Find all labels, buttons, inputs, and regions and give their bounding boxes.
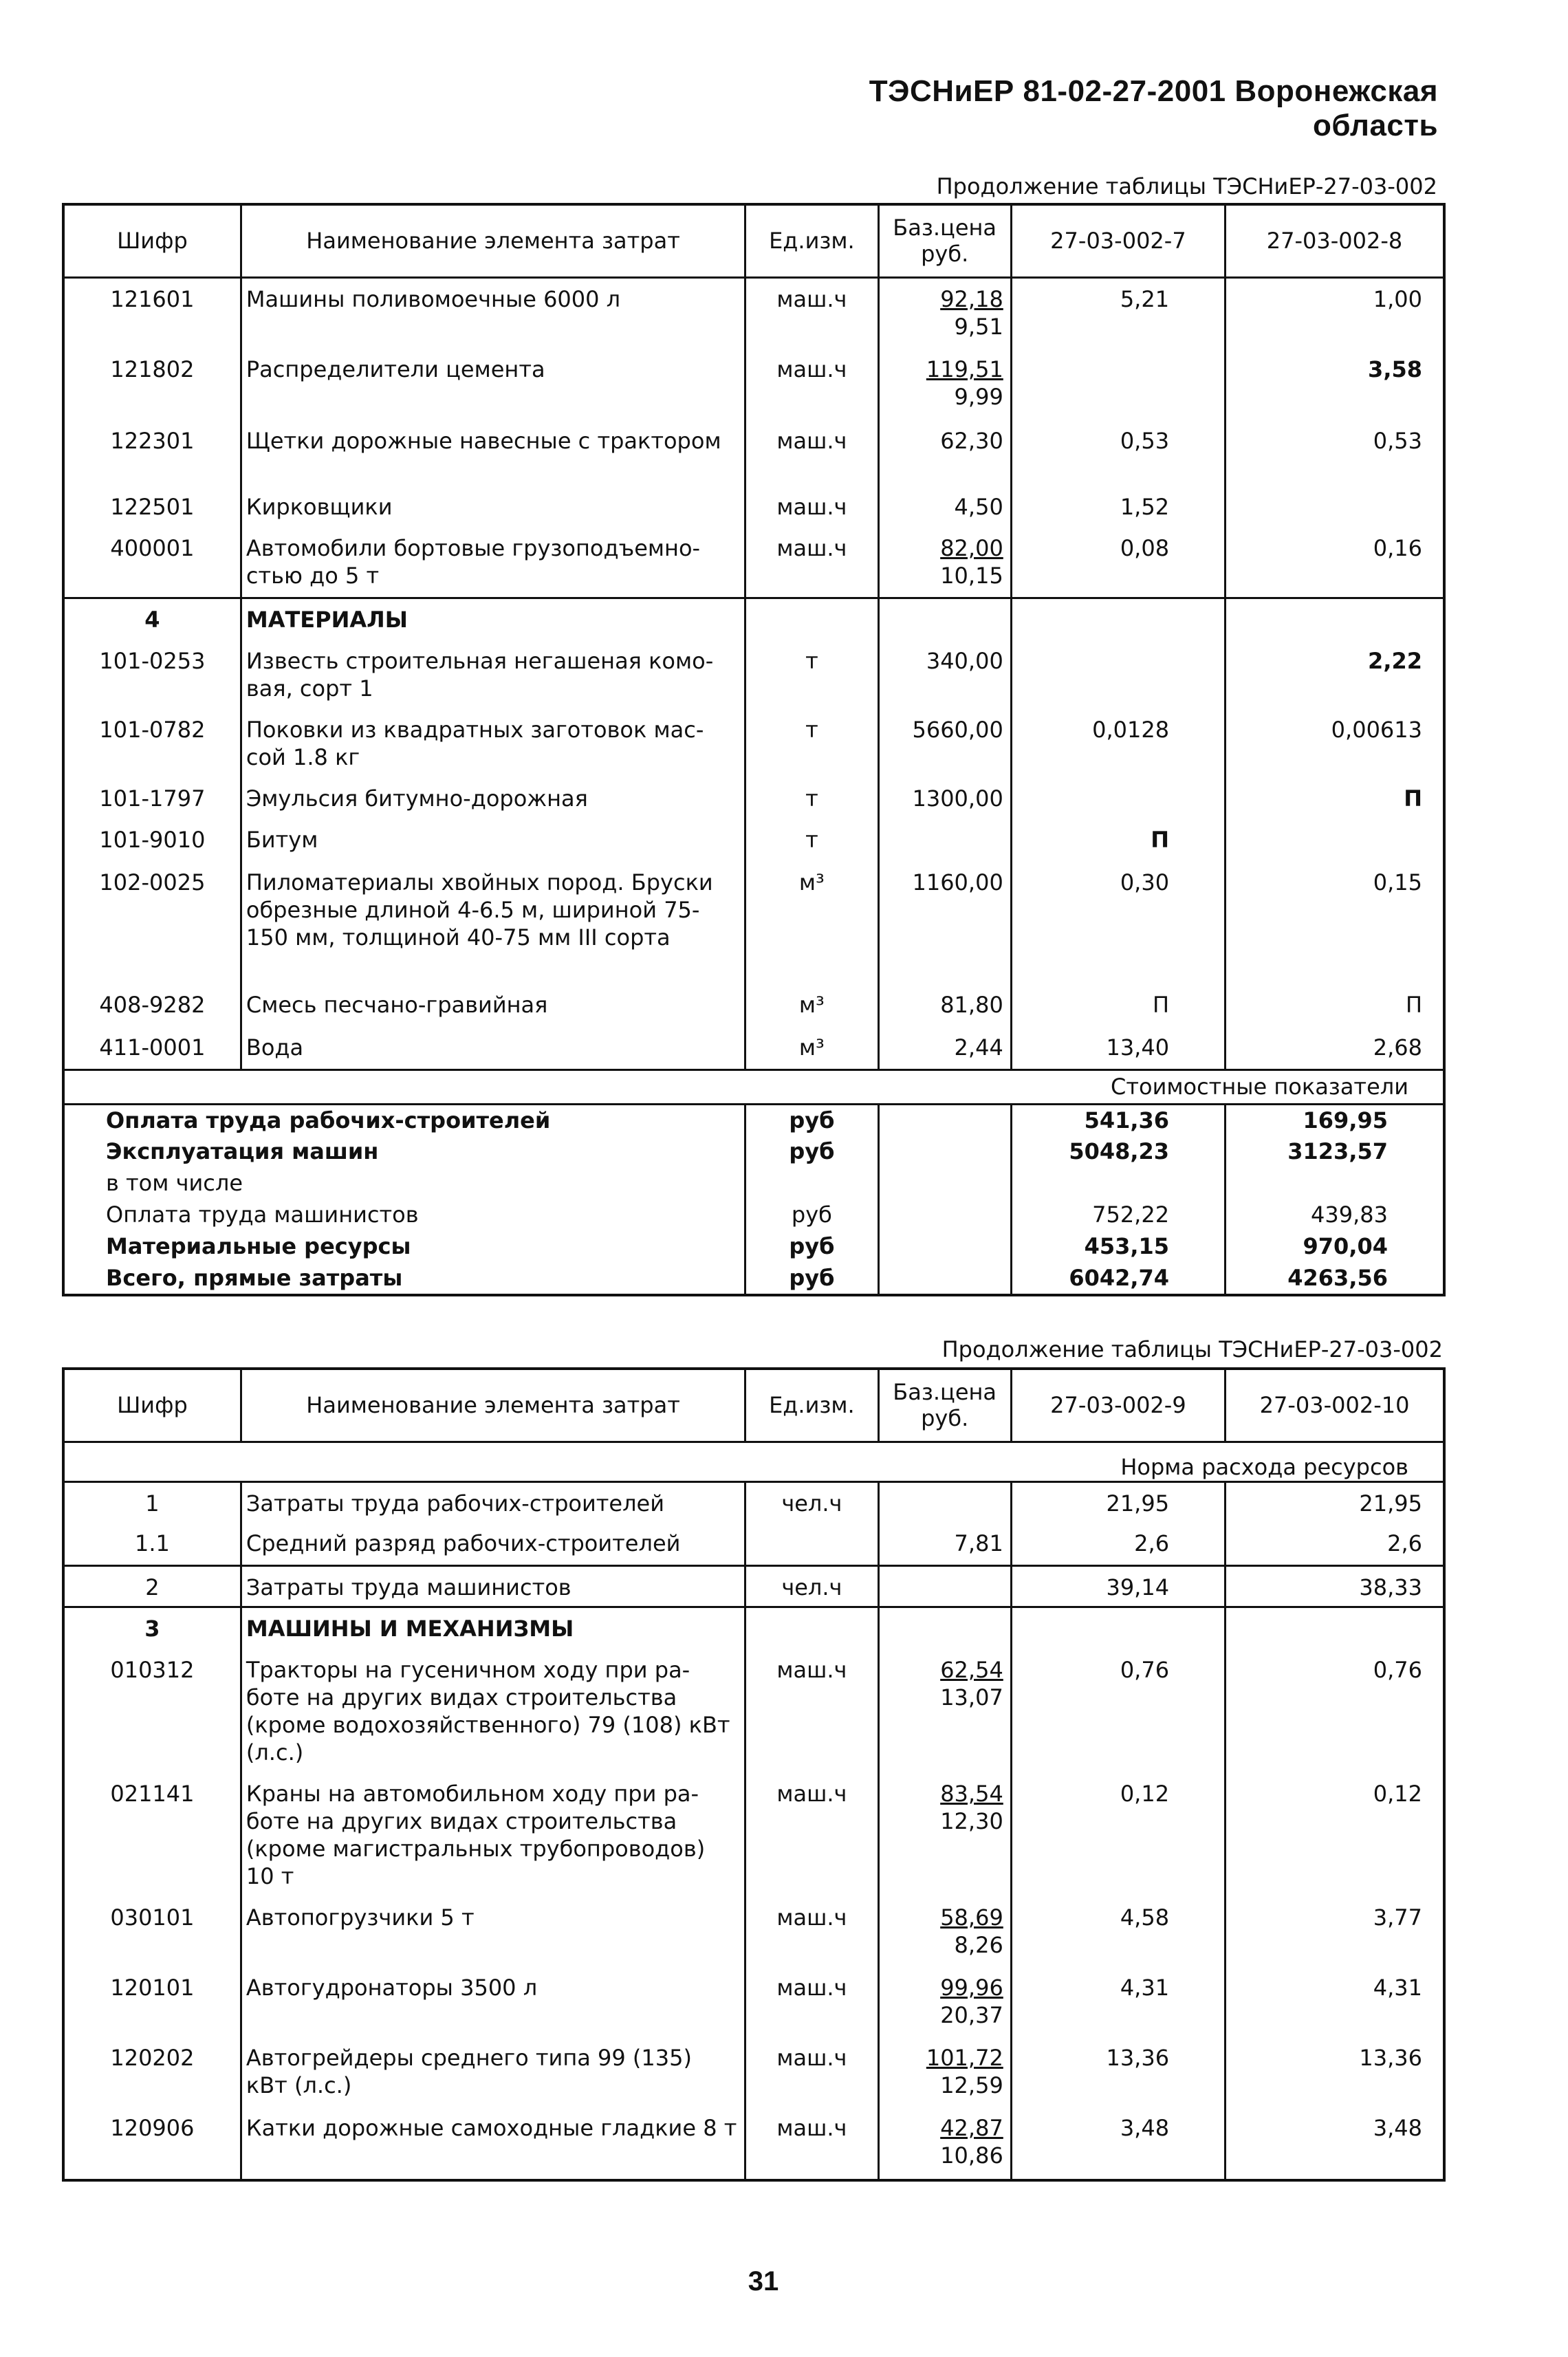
unit-cell: маш.ч (745, 528, 878, 598)
name-cell: МАШИНЫ И МЕХАНИЗМЫ (241, 1607, 745, 1649)
table-row (63, 640, 1444, 709)
name-cell: Распределители цемента (241, 349, 745, 420)
col-header-price: Баз.цена руб. (878, 204, 1011, 277)
name-cell: Автогудронаторы 3500 л (241, 1967, 745, 2037)
price-machinist-value: 9,51 (954, 313, 1003, 340)
summary-empty (878, 1231, 1011, 1263)
code-cell: 411-0001 (99, 1034, 206, 1061)
value-cell-1 (1011, 598, 1225, 640)
name-cell: Поковки из квадратных заготовок мас-сой 1.8 кг (241, 709, 745, 778)
summary-value-1: 6042,74 (1011, 1263, 1225, 1295)
table-row (63, 1565, 1444, 1607)
unit-cell: чел.ч (745, 1565, 878, 1607)
price-cell (878, 862, 1011, 984)
summary-name: Оплата труда рабочих-строителей (106, 1107, 551, 1133)
summary-value-2: 3123,57 (1226, 1136, 1444, 1168)
price-machinist-value: 13,07 (940, 1684, 1003, 1710)
table-row (63, 1967, 1444, 2037)
col-header-v2: 27-03-002-10 (1226, 1369, 1444, 1442)
code-cell: 408-9282 (99, 992, 206, 1018)
unit-cell: м³ (745, 984, 878, 1027)
unit-cell: маш.ч (745, 420, 878, 486)
table2-header-row (63, 1369, 1444, 1442)
price-value: 119,51 (926, 356, 1003, 382)
summary-row (63, 1231, 1444, 1263)
code-cell: 021141 (110, 1781, 195, 1807)
summary-value-1: 5048,23 (1011, 1136, 1225, 1168)
price-cell (878, 1649, 1011, 1773)
value-cell-2: П (1226, 984, 1444, 1027)
col-header-price: Баз.цена руб. (878, 1369, 1011, 1442)
value-cell-2: 4,31 (1226, 1967, 1444, 2037)
table-row (63, 1897, 1444, 1967)
value-cell-1: 1,52 (1011, 486, 1225, 528)
unit-cell: т (745, 709, 878, 778)
price-cell (878, 2037, 1011, 2107)
unit-cell (745, 1607, 878, 1649)
table-row (63, 1773, 1444, 1897)
price-cell (878, 1773, 1011, 1897)
summary-value-1: 453,15 (1011, 1231, 1225, 1263)
value-cell-1: 0,30 (1011, 862, 1225, 984)
value-cell-2: 38,33 (1226, 1565, 1444, 1607)
name-cell: Смесь песчано-гравийная (241, 984, 745, 1027)
price-value: 92,18 (940, 285, 1003, 312)
price-value: 62,54 (940, 1657, 1003, 1683)
value-cell-2: 2,68 (1226, 1027, 1444, 1069)
value-cell-1: 0,76 (1011, 1649, 1225, 1773)
price-cell (878, 1027, 1011, 1069)
price-cell (878, 2107, 1011, 2180)
summary-empty (878, 1199, 1011, 1231)
table-row (63, 1607, 1444, 1649)
table-row (63, 2037, 1444, 2107)
table-row (63, 420, 1444, 486)
summary-name: Оплата труда машинистов (106, 1201, 419, 1228)
summary-row (63, 1199, 1444, 1231)
name-cell: Пиломатериалы хвойных пород. Бруски обрезные длиной 4-6.5 м, шириной 75-150 мм, толщиной 40-75 мм III сорта (241, 862, 745, 984)
unit-cell: чел.ч (745, 1481, 878, 1523)
summary-unit: руб (745, 1199, 878, 1231)
value-cell-2: 0,12 (1226, 1773, 1444, 1897)
unit-cell: т (745, 778, 878, 819)
col-header-v1: 27-03-002-9 (1011, 1369, 1225, 1442)
summary-value-2: 169,95 (1226, 1104, 1444, 1136)
summary-empty (878, 1263, 1011, 1295)
table-row (63, 1027, 1444, 1069)
col-header-name: Наименование элемента затрат (241, 1369, 745, 1442)
code-cell: 101-9010 (99, 827, 206, 853)
value-cell-1: 13,36 (1011, 2037, 1225, 2107)
price-cell (878, 486, 1011, 528)
price-machinist-value: 8,26 (954, 1932, 1003, 1958)
value-cell-1: П (1011, 819, 1225, 862)
price-cell (878, 277, 1011, 349)
price-cell (878, 1967, 1011, 2037)
name-cell: Вода (241, 1027, 745, 1069)
col-header-name: Наименование элемента затрат (241, 204, 745, 277)
value-cell-1: 0,08 (1011, 528, 1225, 598)
summary-label-row (63, 1069, 1444, 1104)
code-cell: 4 (63, 598, 241, 640)
unit-cell: маш.ч (745, 277, 878, 349)
value-cell-2: 2,22 (1226, 640, 1444, 709)
unit-cell (745, 1523, 878, 1565)
table-row (63, 1481, 1444, 1523)
price-cell (878, 709, 1011, 778)
value-cell-2: 0,15 (1226, 862, 1444, 984)
name-cell: МАТЕРИАЛЫ (241, 598, 745, 640)
table2 (62, 1367, 1446, 2182)
price-cell (878, 984, 1011, 1027)
summary-row (63, 1104, 1444, 1136)
summary-unit: руб (745, 1136, 878, 1168)
name-cell: Щетки дорожные навесные с трактором (241, 420, 745, 486)
summary-value-1: 541,36 (1011, 1104, 1225, 1136)
value-cell-1: 4,31 (1011, 1967, 1225, 2037)
norm-label-row (63, 1442, 1444, 1481)
summary-unit: руб (745, 1263, 878, 1295)
value-cell-2: 0,76 (1226, 1649, 1444, 1773)
table-row (63, 1649, 1444, 1773)
price-value: 1160,00 (912, 869, 1003, 895)
price-value: 82,00 (940, 535, 1003, 561)
value-cell-2: 3,77 (1226, 1897, 1444, 1967)
price-cell (878, 1481, 1011, 1523)
summary-unit (745, 1168, 878, 1199)
summary-value-1 (1011, 1168, 1225, 1199)
col-header-v2: 27-03-002-8 (1226, 204, 1444, 277)
name-cell: Автопогрузчики 5 т (241, 1897, 745, 1967)
price-value: 42,87 (940, 2115, 1003, 2141)
summary-value-2: 439,83 (1226, 1199, 1444, 1231)
name-cell: Средний разряд рабочих-строителей (241, 1523, 745, 1565)
table-row (63, 486, 1444, 528)
code-cell: 120101 (110, 1975, 195, 2001)
code-cell: 3 (63, 1607, 241, 1649)
value-cell-1 (1011, 778, 1225, 819)
summary-name: Всего, прямые затраты (106, 1264, 403, 1291)
summary-value-2 (1226, 1168, 1444, 1199)
unit-cell: т (745, 819, 878, 862)
price-machinist-value: 9,99 (954, 384, 1003, 410)
unit-cell: маш.ч (745, 1967, 878, 2037)
table-row (63, 862, 1444, 984)
price-value: 340,00 (926, 648, 1003, 674)
price-cell (878, 640, 1011, 709)
table1-caption: Продолжение таблицы ТЭСНиЕР-27-03-002 (936, 173, 1437, 199)
value-cell-1 (1011, 640, 1225, 709)
value-cell-1: 21,95 (1011, 1481, 1225, 1523)
value-cell-2: 2,6 (1226, 1523, 1444, 1565)
value-cell-1: 4,58 (1011, 1897, 1225, 1967)
summary-name: Эксплуатация машин (106, 1138, 379, 1164)
name-cell: Тракторы на гусеничном ходу при ра-боте на других видах строительства (кроме водохозяйственного) 79 (108) кВт (л.с.) (241, 1649, 745, 1773)
value-cell-2 (1226, 598, 1444, 640)
summary-name: Материальные ресурсы (106, 1232, 411, 1259)
value-cell-2: 1,00 (1226, 277, 1444, 349)
price-machinist-value: 10,15 (940, 563, 1003, 589)
code-cell: 030101 (110, 1904, 195, 1931)
value-cell-2: 0,53 (1226, 420, 1444, 486)
price-value: 1300,00 (912, 785, 1003, 812)
unit-cell (745, 598, 878, 640)
unit-cell: м³ (745, 1027, 878, 1069)
code-cell: 2 (63, 1565, 241, 1607)
table2-caption: Продолжение таблицы ТЭСНиЕР-27-03-002 (941, 1336, 1443, 1362)
value-cell-2: П (1226, 778, 1444, 819)
value-cell-1: 3,48 (1011, 2107, 1225, 2180)
value-cell-1: 0,0128 (1011, 709, 1225, 778)
price-machinist-value: 12,30 (940, 1808, 1003, 1834)
value-cell-2: 13,36 (1226, 2037, 1444, 2107)
summary-empty (878, 1104, 1011, 1136)
table-row (63, 984, 1444, 1027)
code-cell: 1 (145, 1490, 160, 1517)
col-header-v1: 27-03-002-7 (1011, 204, 1225, 277)
code-cell: 120202 (110, 2045, 195, 2071)
unit-cell: маш.ч (745, 2037, 878, 2107)
price-cell (878, 528, 1011, 598)
price-value: 58,69 (940, 1904, 1003, 1931)
col-header-unit: Ед.изм. (745, 204, 878, 277)
name-cell: Затраты труда машинистов (241, 1565, 745, 1607)
value-cell-1: 0,53 (1011, 420, 1225, 486)
unit-cell: т (745, 640, 878, 709)
summary-value-2: 970,04 (1226, 1231, 1444, 1263)
name-cell: Машины поливомоечные 6000 л (241, 277, 745, 349)
summary-value-2: 4263,56 (1226, 1263, 1444, 1295)
summary-label: Стоимостные показатели (63, 1069, 1444, 1104)
code-cell: 102-0025 (99, 869, 206, 895)
name-cell: Эмульсия битумно-дорожная (241, 778, 745, 819)
name-cell: Известь строительная негашеная комо-вая, сорт 1 (241, 640, 745, 709)
page-number: 31 (748, 2266, 779, 2296)
code-cell: 400001 (110, 535, 195, 561)
code-cell: 122301 (110, 428, 195, 454)
unit-cell: маш.ч (745, 1773, 878, 1897)
price-cell (878, 1897, 1011, 1967)
price-value: 2,44 (954, 1034, 1003, 1061)
value-cell-1: П (1011, 984, 1225, 1027)
price-value: 7,81 (954, 1530, 1003, 1556)
table1 (62, 203, 1446, 1296)
name-cell: Краны на автомобильном ходу при ра-боте на других видах строительства (кроме магистральных трубопроводов) 10 т (241, 1773, 745, 1897)
price-cell (878, 1607, 1011, 1649)
value-cell-1: 39,14 (1011, 1565, 1225, 1607)
code-cell: 121802 (110, 356, 195, 382)
code-cell: 101-0253 (99, 648, 206, 674)
price-cell (878, 420, 1011, 486)
price-value: 62,30 (940, 428, 1003, 454)
unit-cell: маш.ч (745, 1897, 878, 1967)
page-header: ТЭСНиЕР 81-02-27-2001 Воронежская область (869, 74, 1438, 142)
unit-cell: м³ (745, 862, 878, 984)
unit-cell: маш.ч (745, 1649, 878, 1773)
table-row (63, 598, 1444, 640)
summary-row (63, 1136, 1444, 1168)
value-cell-2: 21,95 (1226, 1481, 1444, 1523)
value-cell-2 (1226, 819, 1444, 862)
price-cell (878, 1523, 1011, 1565)
table-row (63, 819, 1444, 862)
code-cell: 101-0782 (99, 717, 206, 743)
summary-name: в том числе (106, 1169, 243, 1196)
table-row (63, 528, 1444, 598)
norm-label: Норма расхода ресурсов (63, 1442, 1444, 1481)
price-value: 101,72 (926, 2045, 1003, 2071)
unit-cell: маш.ч (745, 2107, 878, 2180)
value-cell-2: 0,00613 (1226, 709, 1444, 778)
value-cell-1 (1011, 1607, 1225, 1649)
code-cell: 121601 (110, 285, 195, 312)
unit-cell: маш.ч (745, 349, 878, 420)
code-cell: 101-1797 (99, 785, 206, 812)
price-cell (878, 1565, 1011, 1607)
price-value: 83,54 (940, 1781, 1003, 1807)
value-cell-2: 3,58 (1226, 349, 1444, 420)
price-cell (878, 778, 1011, 819)
table1-header-row (63, 204, 1444, 277)
col-header-unit: Ед.изм. (745, 1369, 878, 1442)
value-cell-1: 0,12 (1011, 1773, 1225, 1897)
col-header-code: Шифр (63, 1369, 241, 1442)
name-cell: Битум (241, 819, 745, 862)
code-cell: 120906 (110, 2115, 195, 2141)
name-cell: Автомобили бортовые грузоподъемно-стью до 5 т (241, 528, 745, 598)
price-value: 5660,00 (912, 717, 1003, 743)
price-value: 4,50 (954, 494, 1003, 520)
col-header-code: Шифр (63, 204, 241, 277)
name-cell: Катки дорожные самоходные гладкие 8 т (241, 2107, 745, 2180)
value-cell-1 (1011, 349, 1225, 420)
price-value: 81,80 (940, 992, 1003, 1018)
price-cell (878, 349, 1011, 420)
table-row (63, 709, 1444, 778)
unit-cell: маш.ч (745, 486, 878, 528)
table-row (63, 778, 1444, 819)
value-cell-2: 0,16 (1226, 528, 1444, 598)
value-cell-1: 13,40 (1011, 1027, 1225, 1069)
summary-value-1: 752,22 (1011, 1199, 1225, 1231)
price-machinist-value: 10,86 (940, 2142, 1003, 2169)
price-machinist-value: 12,59 (940, 2072, 1003, 2098)
value-cell-2 (1226, 1607, 1444, 1649)
price-cell (878, 819, 1011, 862)
name-cell: Затраты труда рабочих-строителей (241, 1481, 745, 1523)
table-row (63, 1523, 1444, 1565)
summary-unit: руб (745, 1231, 878, 1263)
summary-row (63, 1263, 1444, 1295)
price-value: 99,96 (940, 1975, 1003, 2001)
price-cell (878, 598, 1011, 640)
value-cell-2 (1226, 486, 1444, 528)
table-row (63, 277, 1444, 349)
code-cell: 1.1 (134, 1530, 170, 1556)
table-row (63, 349, 1444, 420)
table-row (63, 2107, 1444, 2180)
summary-unit: руб (745, 1104, 878, 1136)
name-cell: Кирковщики (241, 486, 745, 528)
name-cell: Автогрейдеры среднего типа 99 (135) кВт (л.с.) (241, 2037, 745, 2107)
value-cell-1: 2,6 (1011, 1523, 1225, 1565)
value-cell-1: 5,21 (1011, 277, 1225, 349)
value-cell-2: 3,48 (1226, 2107, 1444, 2180)
code-cell: 010312 (110, 1657, 195, 1683)
summary-empty (878, 1136, 1011, 1168)
code-cell: 122501 (110, 494, 195, 520)
summary-empty (878, 1168, 1011, 1199)
price-machinist-value: 20,37 (940, 2002, 1003, 2028)
summary-row (63, 1168, 1444, 1199)
